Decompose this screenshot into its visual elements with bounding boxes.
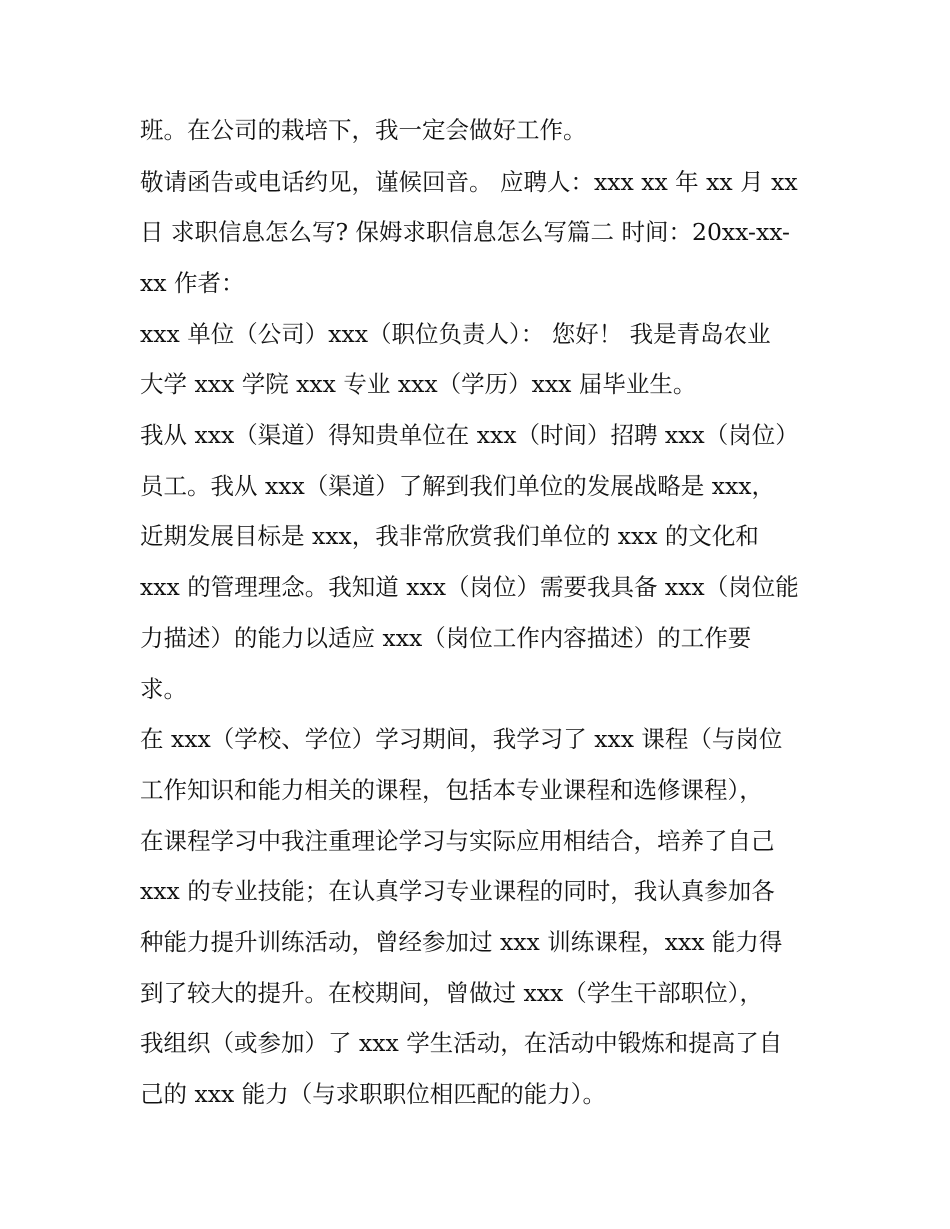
text-line: 己的 xxx 能力（与求职职位相匹配的能力）。 [140, 1080, 606, 1108]
text-line: xxx 的专业技能；在认真学习专业课程的同时，我认真参加各 [140, 877, 775, 905]
text-line: 求。 [140, 675, 187, 703]
text-line: 我从 xxx（渠道）得知贵单位在 xxx（时间）招聘 xxx（岗位） [140, 421, 799, 449]
text-line: 日 求职信息怎么写? 保姆求职信息怎么写篇二 时间：20xx-xx- [140, 218, 790, 246]
text-line: 工作知识和能力相关的课程，包括本专业课程和选修课程）， [140, 776, 763, 804]
text-line: 班。在公司的栽培下，我一定会做好工作。 [140, 116, 587, 144]
text-line: xx 作者： [140, 269, 245, 297]
text-line: 大学 xxx 学院 xxx 专业 xxx（学历）xxx 届毕业生。 [140, 370, 697, 398]
text-line: 在 xxx（学校、学位）学习期间，我学习了 xxx 课程（与岗位 [140, 725, 783, 753]
text-line: 员工。我从 xxx（渠道）了解到我们单位的发展战略是 xxx， [140, 472, 775, 500]
text-line: 种能力提升训练活动，曾经参加过 xxx 训练课程，xxx 能力得 [140, 928, 783, 956]
text-line: 近期发展目标是 xxx，我非常欣赏我们单位的 xxx 的文化和 [140, 522, 759, 550]
text-line: 敬请函告或电话约见，谨候回音。 应聘人：xxx xx 年 xx 月 xx [140, 168, 798, 196]
text-line: xxx 单位（公司）xxx（职位负责人）： 您好！ 我是青岛农业 [140, 320, 771, 348]
text-line: xxx 的管理理念。我知道 xxx（岗位）需要我具备 xxx（岗位能 [140, 573, 799, 601]
text-line: 我组织（或参加）了 xxx 学生活动，在活动中锻炼和提高了自 [140, 1029, 783, 1057]
text-line: 力描述）的能力以适应 xxx（岗位工作内容描述）的工作要 [140, 624, 752, 652]
text-line: 到了较大的提升。在校期间，曾做过 xxx（学生干部职位）， [140, 979, 763, 1007]
text-line: 在课程学习中我注重理论学习与实际应用相结合，培养了自己 [140, 827, 775, 855]
